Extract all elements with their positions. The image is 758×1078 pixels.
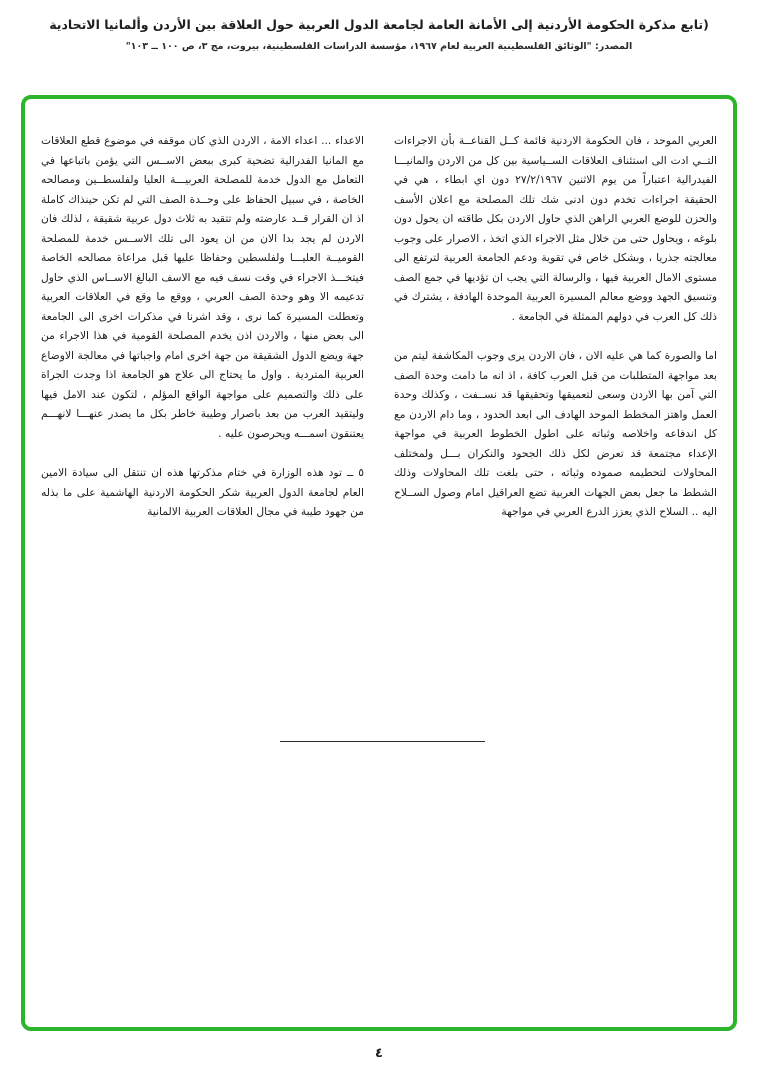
left-text-column xyxy=(41,131,364,522)
paragraph: العربي الموحد ، فان الحكومة الاردنية قائمة كــل القناعــة بأن الاجراءات التــي ادت الى استئناف العلاقات الســياسية بين كل من الاردن والمانيـــا الفيدرالية اعتباراً من يوم الاثنين ٢٧/٢/١٩٦٧ دون اي ابطاء ، هي في الحقيقة اجراءات تخدم دون ادنى شك تلك المصلحة مع اعلان الأسف والحزن للوضع العربي الراهن الذي حاول الاردن بكل طاقته ان يحول دون بلوغه ، ويحاول حتى من خلال مثل الاجراء الذي اتخذ ، الاصرار على وجوب معالجته جذريا ، وبشكل خاص في تقوية ودعم الجامعة العربية لترتفع الى مستوى الامال العربية فيها ، والرسالة التي يجب ان تؤديها في جمع الصف وتنسيق الجهد ووضع معالم المسيرة العربية الموحدة الهادفة ، يشترك في ذلك كل العرب في دولهم الممثلة في الجامعة . xyxy=(394,134,718,323)
paragraph: ٥ ــ تود هذه الوزارة في ختام مذكرتها هذه ان تنتقل الى سيادة الامين العام لجامعة الدول العربية شكر الحكومة الاردنية الهاشمية على ما بذله من جهود طيبة في مجال العلاقات العربية الالمانية xyxy=(41,466,364,518)
green-content-frame xyxy=(21,95,737,1031)
text-columns xyxy=(41,131,717,522)
document-title: (تابع مذكرة الحكومة الأردنية إلى الأمانة العامة لجامعة الدول العربية حول العلاقة بين الأردن وألمانيا الاتحادية xyxy=(49,17,709,32)
page-number: ٤ xyxy=(375,1046,383,1061)
document-source-line: المصدر: "الوثائق الفلسطينية العربية لعام ١٩٦٧، مؤسسة الدراسات الفلسطينية، بيروت، مج ٣، ص ١٠٠ ــ ١٠٣" xyxy=(125,40,633,52)
document-header xyxy=(0,0,758,52)
paragraph: اما والصورة كما هي عليه الان ، فان الاردن يرى وجوب المكاشفة ليتم من بعد مواجهة المتطلبات من قبل العرب كافة ، اذ انه ما دامت وحدة الصف التي آمن بها الاردن وسعى لتعميقها وتحقيقها قد نســفت ، وكذلك وحدة العمل واهتز المخطط الموحد الهادف الى ابعد الحدود ، وما دام الاردن مع كل اندفاعه واخلاصه وثباته على اطول الخطوط العربية في مواجهة الإعداء مجتمعة قد تعرض لكل ذلك الجحود والنكران بـــل ولمختلف المحاولات لتحطيمه صموده وثباته ، حتى بلغت تلك المحاولات وذلك الشطط ما جعل بعض الجهات العربية تضع العراقيل امام وصول الســلاح اليه .. السلاح الذي يعزز الدرع العربي في مواجهة xyxy=(394,349,717,518)
paragraph: الاعداء ... اعداء الامة ، الاردن الذي كان موقفه في موضوع قطع العلاقات مع المانيا الفدرالية تضحية كبرى ببعض الاســس التي يؤمن باتباعها في التعامل مع الدول خدمة للمصلحة العربيـــة العليا ولفلسطــين ومصالحه الخاصة ، في سبيل الحفاظ على وحــدة الصف التي لم تكن حينذاك كاملة اذ ان القرار قــد عارضته ولم تتقيد به ثلاث دول عربية شقيقة ، لذلك فان الاردن لم يجد بدا الان من ان يعود الى تلك الاســس خدمة للمصلحة القوميــة العليـــا ولفلسطين وحفاظا عليها قبل مراعاة مصالحه الخاصة فيتخـــذ الاجراء في وقت نسف فيه مع الاسف البالغ الاســاس الذي حاول تدعيمه الا وهو وحدة الصف العربي ، ووقع ما وقع في العلاقات العربية وتعطلت المسيرة كما نرى ، وقد اشرنا في مذكرات اخرى الى الجامعة الى بعض منها ، والاردن اذن يخدم المصلحة القومية في هذا الاجراء من جهة ويضع الدول الشقيقة من جهة اخرى امام واجباتها في معالجة الاوضاع العربية المتردية . واول ما يحتاج الى علاج هو الجامعة اذا وجدت الجراة على ذلك والتصميم على مواجهة الواقع المؤلم ، لتكون عند الامل فيها وليتقيد العرب من بعد باصرار وطيبة خاطر بكل ما يصدر عنهـــا لانهـــم يعتنقون اسمـــه ويحرصون عليه . xyxy=(41,134,364,440)
right-text-column xyxy=(394,131,717,522)
end-of-text-rule xyxy=(280,741,485,742)
